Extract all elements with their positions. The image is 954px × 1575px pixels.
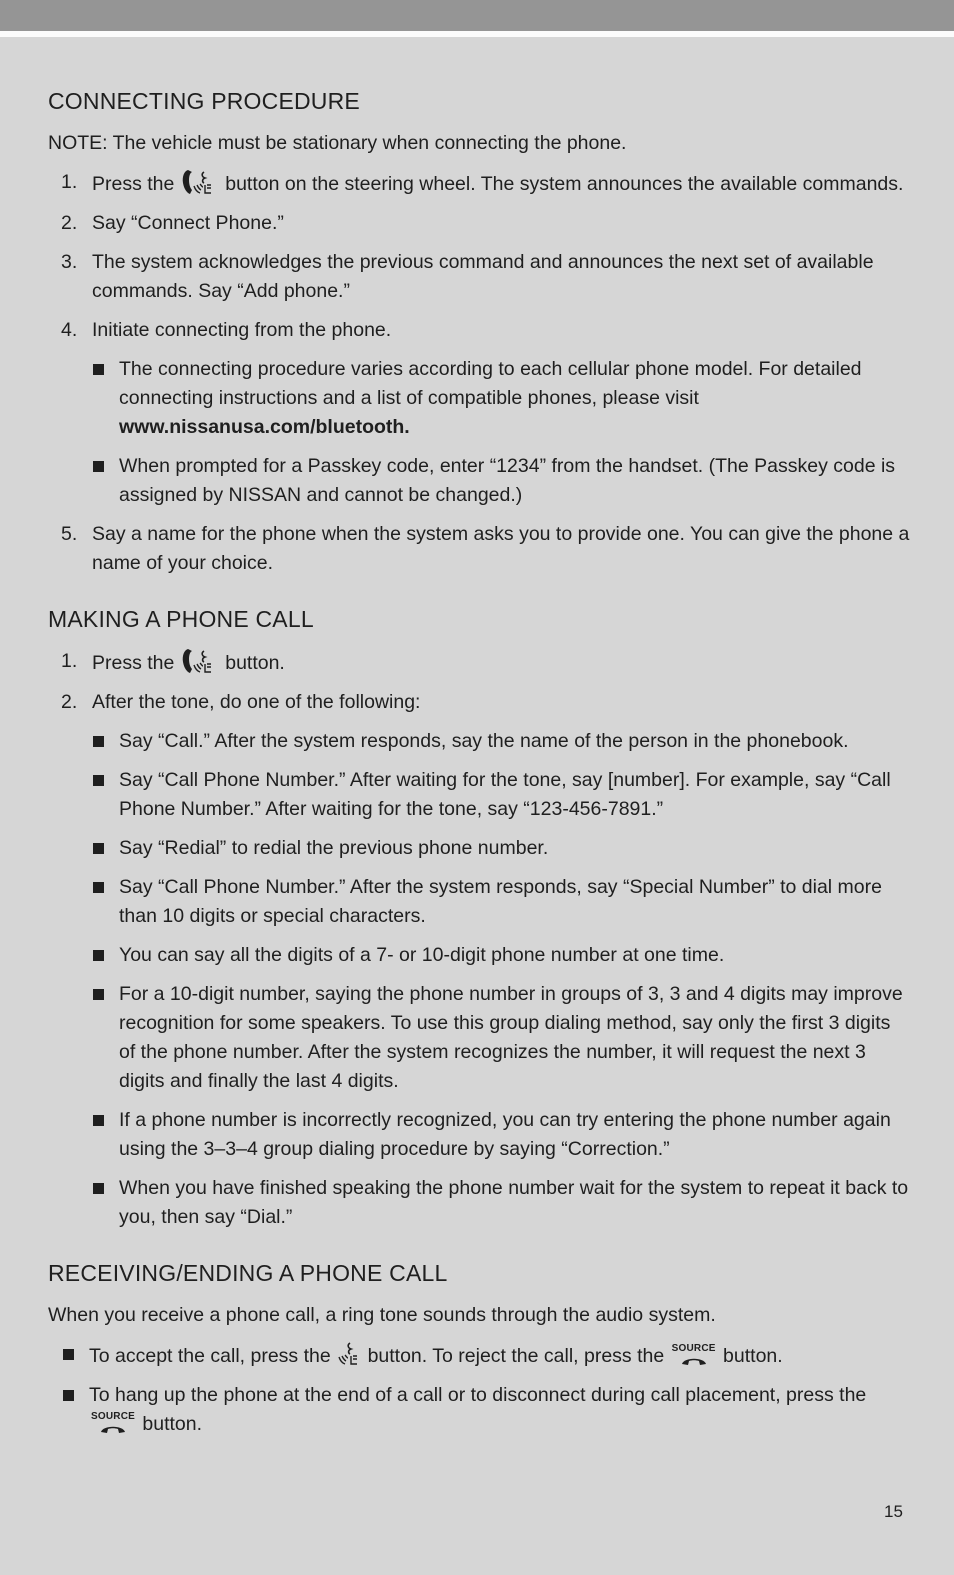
section-title-making: MAKING A PHONE CALL bbox=[48, 606, 314, 632]
bullet-marker bbox=[92, 766, 119, 824]
list-item: 2. Say “Connect Phone.” bbox=[61, 212, 284, 234]
page-number: 15 bbox=[884, 1502, 903, 1521]
page-content bbox=[48, 88, 910, 1449]
bullet-item: When prompted for a Passkey code, enter “1234” from the handset. (The Passkey code is assigned by NISSAN and cannot be changed.) bbox=[92, 452, 910, 510]
list-item: 2. After the tone, do one of the following: bbox=[61, 691, 421, 713]
receiving-intro: When you receive a phone call, a ring tone sounds through the audio system. bbox=[48, 1304, 716, 1326]
section-title-connecting: CONNECTING PROCEDURE bbox=[48, 88, 360, 114]
list-item: 3. The system acknowledges the previous command and announces the next set of available commands. Say “Add phone.” bbox=[61, 251, 874, 302]
bullet-marker bbox=[92, 452, 119, 510]
bullet-item: To hang up the phone at the end of a call or to disconnect during call placement, press the SOURCE button. bbox=[62, 1381, 910, 1439]
bullet-item: Say “Call Phone Number.” After waiting for the tone, say [number]. For example, say “Call Phone Number.” After waiting for the tone, say “123-456-7891.” bbox=[92, 766, 910, 824]
bullet-marker bbox=[92, 873, 119, 931]
bullet-marker bbox=[62, 1381, 89, 1439]
bullet-item: Say “Call.” After the system responds, say the name of the person in the phonebook. bbox=[92, 727, 910, 756]
section-title-receiving: RECEIVING/ENDING A PHONE CALL bbox=[48, 1260, 448, 1286]
phone-talk-icon bbox=[180, 647, 220, 675]
bullet-item: You can say all the digits of a 7- or 10-digit phone number at one time. bbox=[92, 941, 910, 970]
bullet-item: Say “Call Phone Number.” After the system responds, say “Special Number” to dial more than 10 digits or special characters. bbox=[92, 873, 910, 931]
source-hangup-icon: SOURCE bbox=[91, 1412, 135, 1434]
header-divider bbox=[0, 31, 954, 37]
header-bar bbox=[0, 0, 954, 31]
bullet-marker bbox=[92, 727, 119, 756]
note-text: NOTE: The vehicle must be stationary when connecting the phone. bbox=[48, 132, 627, 154]
source-hangup-icon: SOURCE bbox=[672, 1344, 716, 1366]
bullet-item: The connecting procedure varies according to each cellular phone model. For detailed connecting instructions and a list of compatible phones, please visit www.nissanusa.com/bluetooth. bbox=[92, 355, 910, 442]
list-item: 1. Press the button on the steering wheel. The system announces the available commands. bbox=[48, 168, 910, 199]
bullet-marker bbox=[92, 980, 119, 1096]
bullet-marker bbox=[92, 1174, 119, 1232]
bullet-marker bbox=[92, 1106, 119, 1164]
bullet-item: Say “Redial” to redial the previous phone number. bbox=[92, 834, 910, 863]
list-item: 5. Say a name for the phone when the system asks you to provide one. You can give the phone a name of your choice. bbox=[61, 523, 910, 574]
bullet-marker bbox=[92, 834, 119, 863]
list-item: 1. Press the button. bbox=[48, 647, 910, 678]
bullet-marker bbox=[92, 355, 119, 442]
bullet-item: If a phone number is incorrectly recognized, you can try entering the phone number again using the 3–3–4 group dialing procedure by saying “Correction.” bbox=[92, 1106, 910, 1164]
bullet-marker bbox=[92, 941, 119, 970]
bullet-item: When you have finished speaking the phone number wait for the system to repeat it back to you, then say “Dial.” bbox=[92, 1174, 910, 1232]
bullet-item: To accept the call, press the button. To reject the call, press the SOURCE button. bbox=[62, 1340, 910, 1371]
bluetooth-link[interactable]: www.nissanusa.com/bluetooth. bbox=[119, 416, 410, 438]
talk-icon bbox=[336, 1340, 362, 1368]
bullet-marker bbox=[62, 1340, 89, 1371]
phone-talk-icon bbox=[180, 168, 220, 196]
bullet-item: For a 10-digit number, saying the phone number in groups of 3, 3 and 4 digits may improve recognition for some speakers. To use this group dialing method, say only the first 3 digits of the phone number. After the system recognizes the number, it will request the next 3 digits and finally the last 4 digits. bbox=[92, 980, 910, 1096]
list-item: 4. Initiate connecting from the phone. bbox=[61, 319, 392, 341]
